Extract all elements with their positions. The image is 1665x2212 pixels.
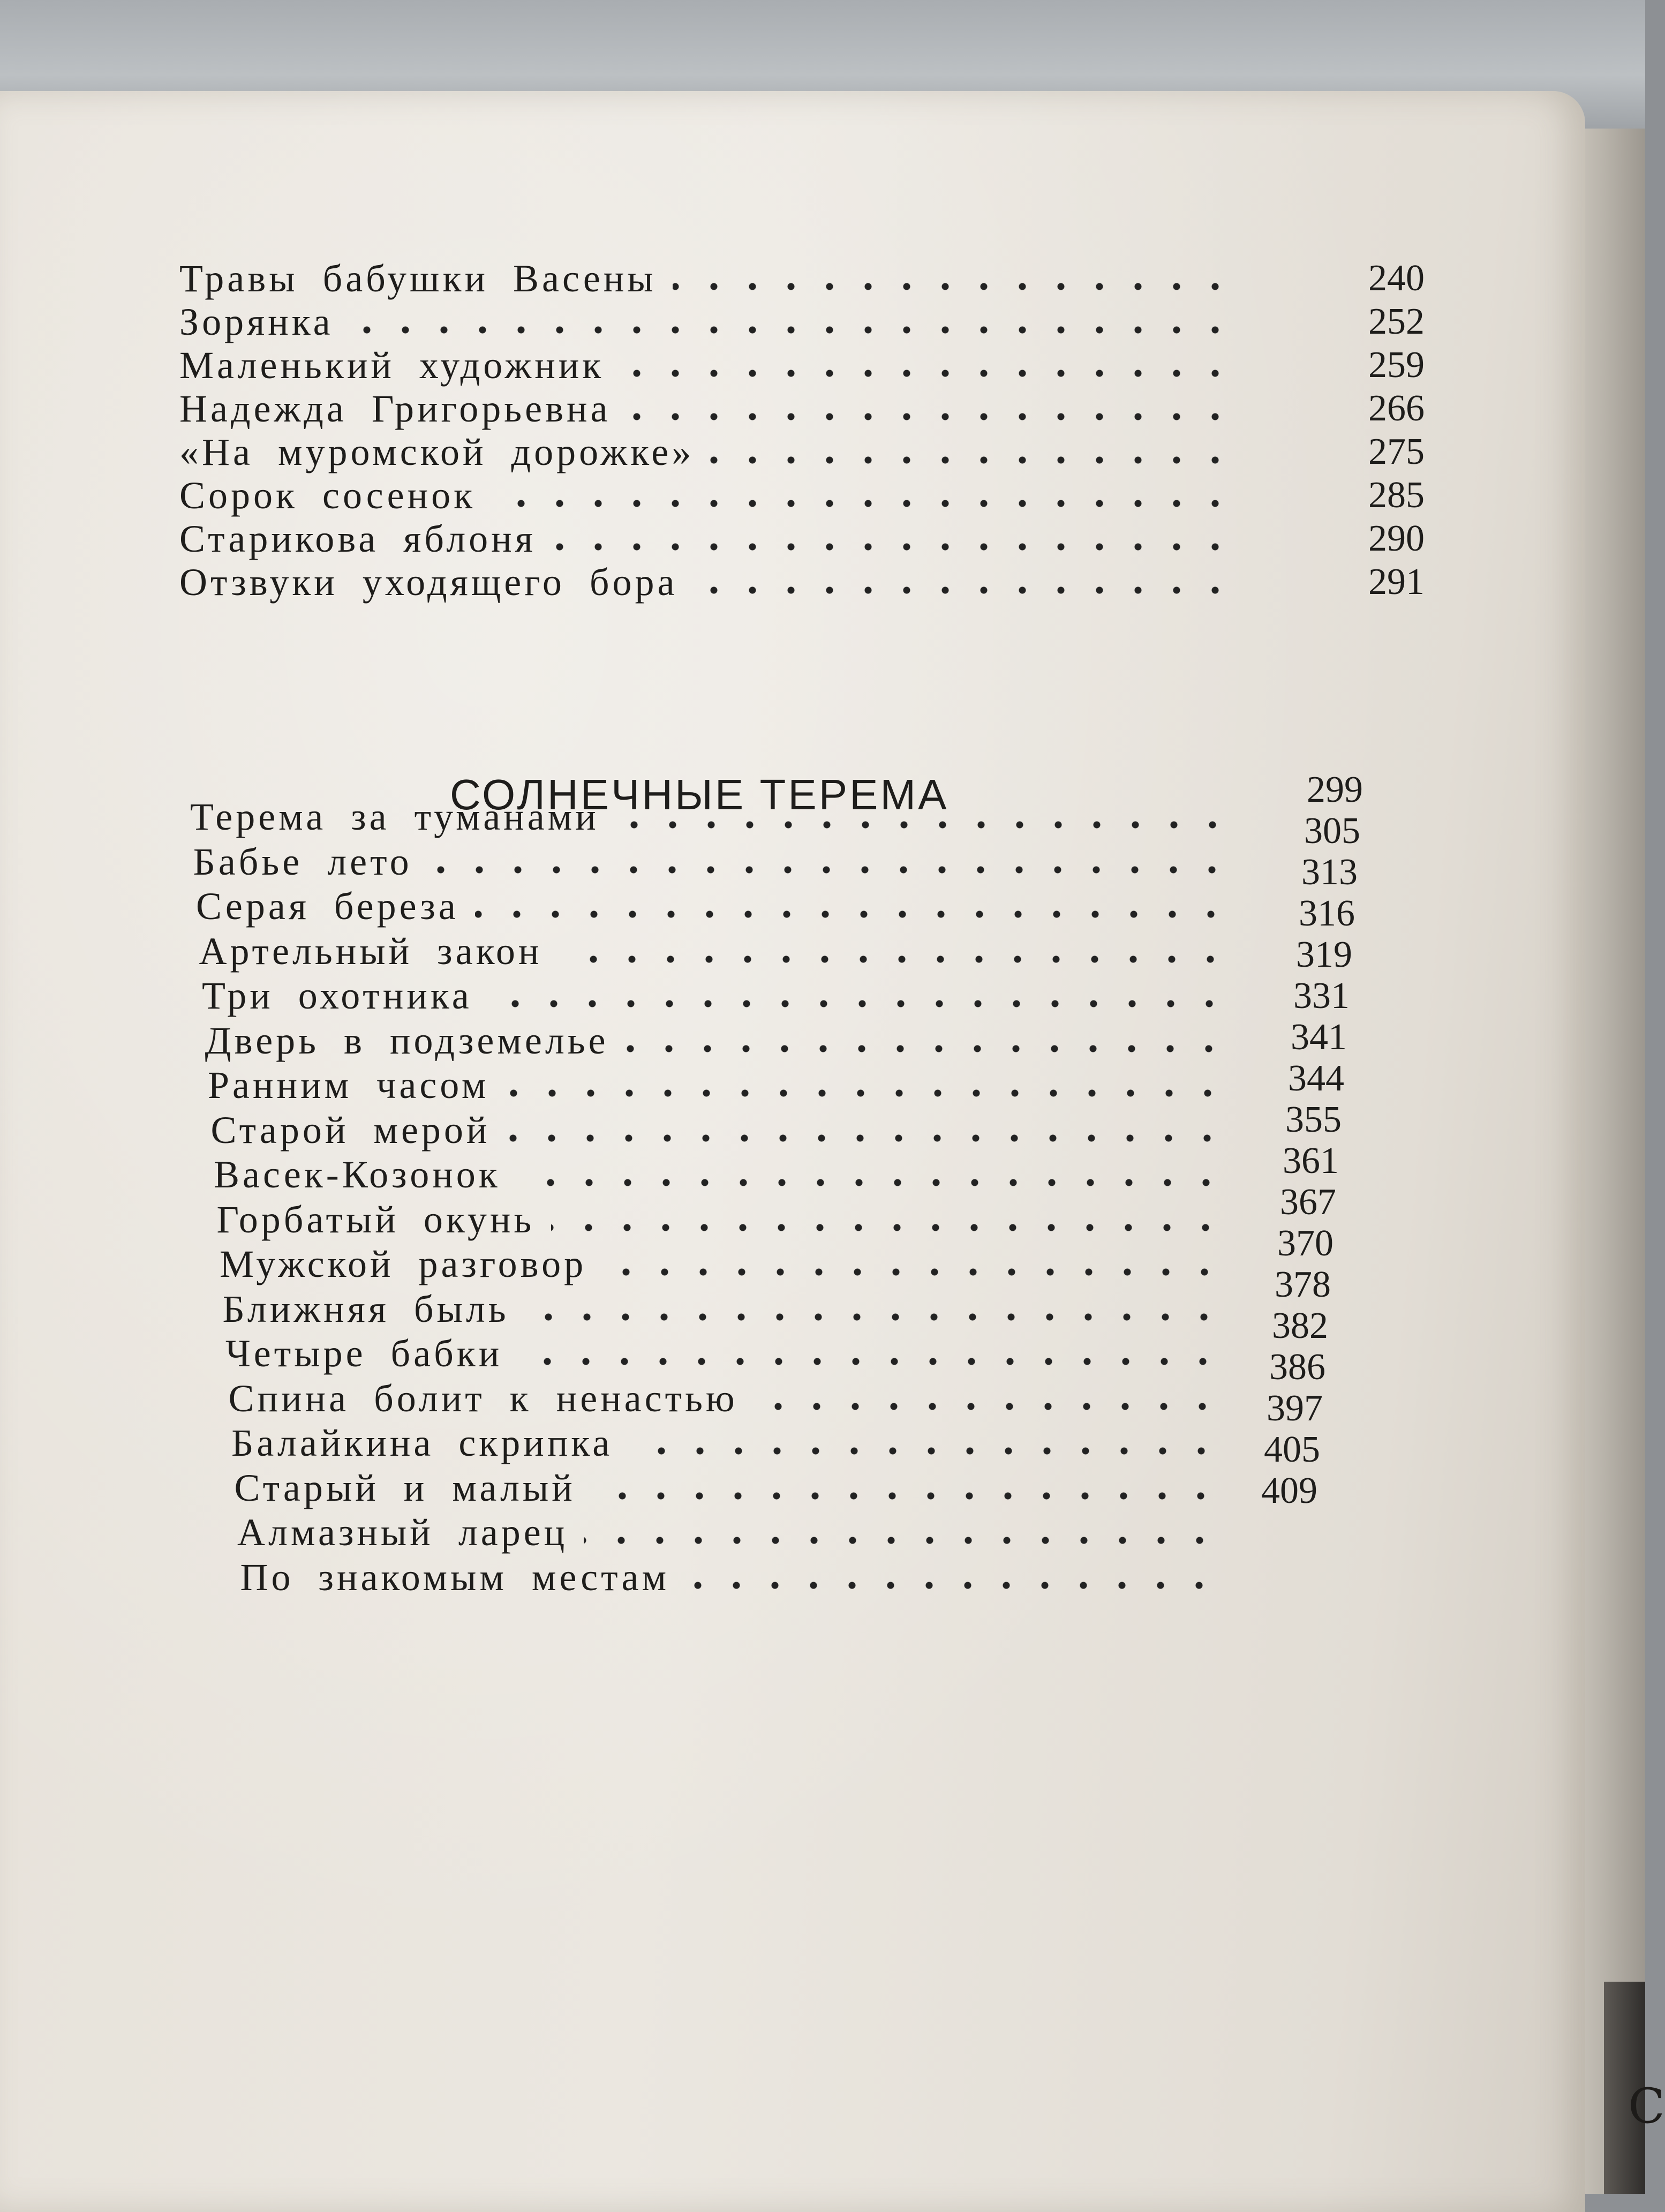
- toc-entry-title: Артельный закон: [199, 929, 543, 973]
- toc-entry-page-number: 367: [1280, 1182, 1336, 1223]
- toc-entry-title: Травы бабушки Васены: [179, 257, 657, 300]
- toc-entry-title: Четыре бабки: [225, 1332, 503, 1375]
- toc-entry-title: Старикова яблоня: [179, 517, 536, 560]
- toc-entry: [179, 431, 1446, 473]
- toc-entry-page-number: 259: [1368, 344, 1425, 386]
- toc-entry-page-number: 285: [1368, 475, 1425, 516]
- toc-entry-page-number: 240: [1368, 258, 1425, 299]
- dot-leader: [627, 413, 1234, 420]
- dot-leader: [475, 911, 1230, 918]
- book-page: [0, 91, 1585, 2212]
- toc-entry-title: Серая береза: [196, 885, 459, 928]
- dot-leader: [517, 1179, 1225, 1186]
- toc-entry-title: Васек-Козонок: [214, 1153, 501, 1196]
- toc-entry-title: Мужской разговор: [220, 1243, 587, 1285]
- dot-leader: [559, 955, 1230, 963]
- toc-entry: [179, 344, 1446, 387]
- toc-entry-title: Дверь в подземелье: [205, 1019, 609, 1062]
- dot-leader: [492, 500, 1234, 507]
- dot-leader: [620, 370, 1234, 377]
- section-title: СОЛНЕЧНЫЕ ТЕРЕМА: [450, 771, 949, 818]
- dot-leader: [350, 326, 1234, 334]
- toc-entry-page-number: 378: [1275, 1264, 1331, 1305]
- toc-entry-title: Ранним часом: [208, 1064, 489, 1107]
- toc-entry-title: Терема за туманами: [190, 795, 599, 838]
- dot-leader: [673, 283, 1234, 290]
- toc-entry-page-number: 341: [1291, 1017, 1347, 1058]
- toc-entry-title: Алмазный ларец: [237, 1511, 568, 1554]
- toc-entry-title: Старой мерой: [210, 1108, 491, 1152]
- toc-entry-title: Три охотника: [202, 974, 472, 1017]
- toc-entry: [179, 474, 1446, 517]
- toc-entry-page-number: 370: [1277, 1223, 1333, 1264]
- toc-entry-page-number: 361: [1283, 1140, 1339, 1182]
- dot-leader: [525, 1313, 1223, 1321]
- dot-leader: [428, 866, 1231, 874]
- toc-entry-page-number: 313: [1301, 852, 1358, 893]
- toc-entry-title: Ближняя быль: [222, 1287, 509, 1330]
- toc-entry-title: Маленький художник: [179, 344, 605, 387]
- dot-leader: [686, 1582, 1218, 1589]
- dot-leader: [584, 1537, 1219, 1544]
- dot-leader: [615, 821, 1232, 829]
- toc-entry-title: «На муромской дорожке»: [179, 431, 695, 473]
- toc-entry: [179, 257, 1446, 300]
- table-of-contents: [0, 91, 1585, 2212]
- toc-entry-title: Надежда Григорьевна: [179, 387, 611, 430]
- toc-entry: [179, 561, 1446, 604]
- toc-entry-page-number: 291: [1368, 561, 1425, 603]
- toc-entry-page-number: 405: [1264, 1429, 1320, 1470]
- dot-leader: [592, 1492, 1220, 1500]
- dot-leader: [694, 586, 1234, 594]
- toc-entry-page-number: 305: [1304, 810, 1360, 852]
- dot-leader: [507, 1134, 1226, 1142]
- toc-entry-title: Спина болит к ненастью: [228, 1376, 738, 1420]
- dot-leader: [551, 1224, 1225, 1231]
- toc-entry-page-number: 316: [1299, 893, 1355, 934]
- toc-entry-title: Горбатый окунь: [216, 1198, 535, 1241]
- toc-entry: [179, 300, 1446, 343]
- toc-entry-page-number: 290: [1368, 518, 1425, 559]
- dot-leader: [710, 456, 1234, 464]
- toc-entry-title: Зорянка: [179, 300, 334, 343]
- toc-entry-page-number: 382: [1272, 1305, 1328, 1346]
- dot-leader: [518, 1358, 1222, 1365]
- toc-entry-page-number: 252: [1368, 301, 1425, 342]
- toc-entry-page-number: 266: [1368, 388, 1425, 429]
- toc-entry-title: Отзвуки уходящего бора: [179, 561, 678, 604]
- toc-entry-page-number: 344: [1288, 1058, 1344, 1099]
- dot-leader: [488, 1000, 1229, 1007]
- toc-entry-page-number: 355: [1285, 1099, 1342, 1140]
- toc-entry-page-number: 386: [1269, 1346, 1325, 1388]
- toc-entry: [179, 517, 1446, 560]
- dot-leader: [602, 1268, 1224, 1276]
- dot-leader: [625, 1045, 1228, 1052]
- toc-entry-page-number: 409: [1261, 1470, 1317, 1511]
- toc-entry-page-number: 275: [1368, 431, 1425, 472]
- toc-entry-title: По знакомым местам: [240, 1555, 670, 1599]
- dot-leader: [552, 543, 1234, 551]
- dot-leader: [505, 1089, 1227, 1097]
- toc-entry-title: Бабье лето: [193, 840, 412, 883]
- toc-entry-title: Старый и малый: [234, 1466, 576, 1509]
- toc-entry-page-number: 397: [1267, 1388, 1323, 1429]
- toc-entry-page-number: 319: [1296, 934, 1352, 975]
- dot-leader: [754, 1403, 1222, 1410]
- toc-entry: [179, 387, 1446, 430]
- next-page-glyph: С: [1628, 2078, 1665, 2134]
- dot-leader: [629, 1447, 1221, 1455]
- toc-entry-page-number: 331: [1293, 975, 1350, 1017]
- toc-entry-page-number: 299: [1307, 769, 1363, 810]
- toc-entry-title: Балайкина скрипка: [231, 1421, 613, 1464]
- toc-entry-title: Сорок сосенок: [179, 474, 476, 517]
